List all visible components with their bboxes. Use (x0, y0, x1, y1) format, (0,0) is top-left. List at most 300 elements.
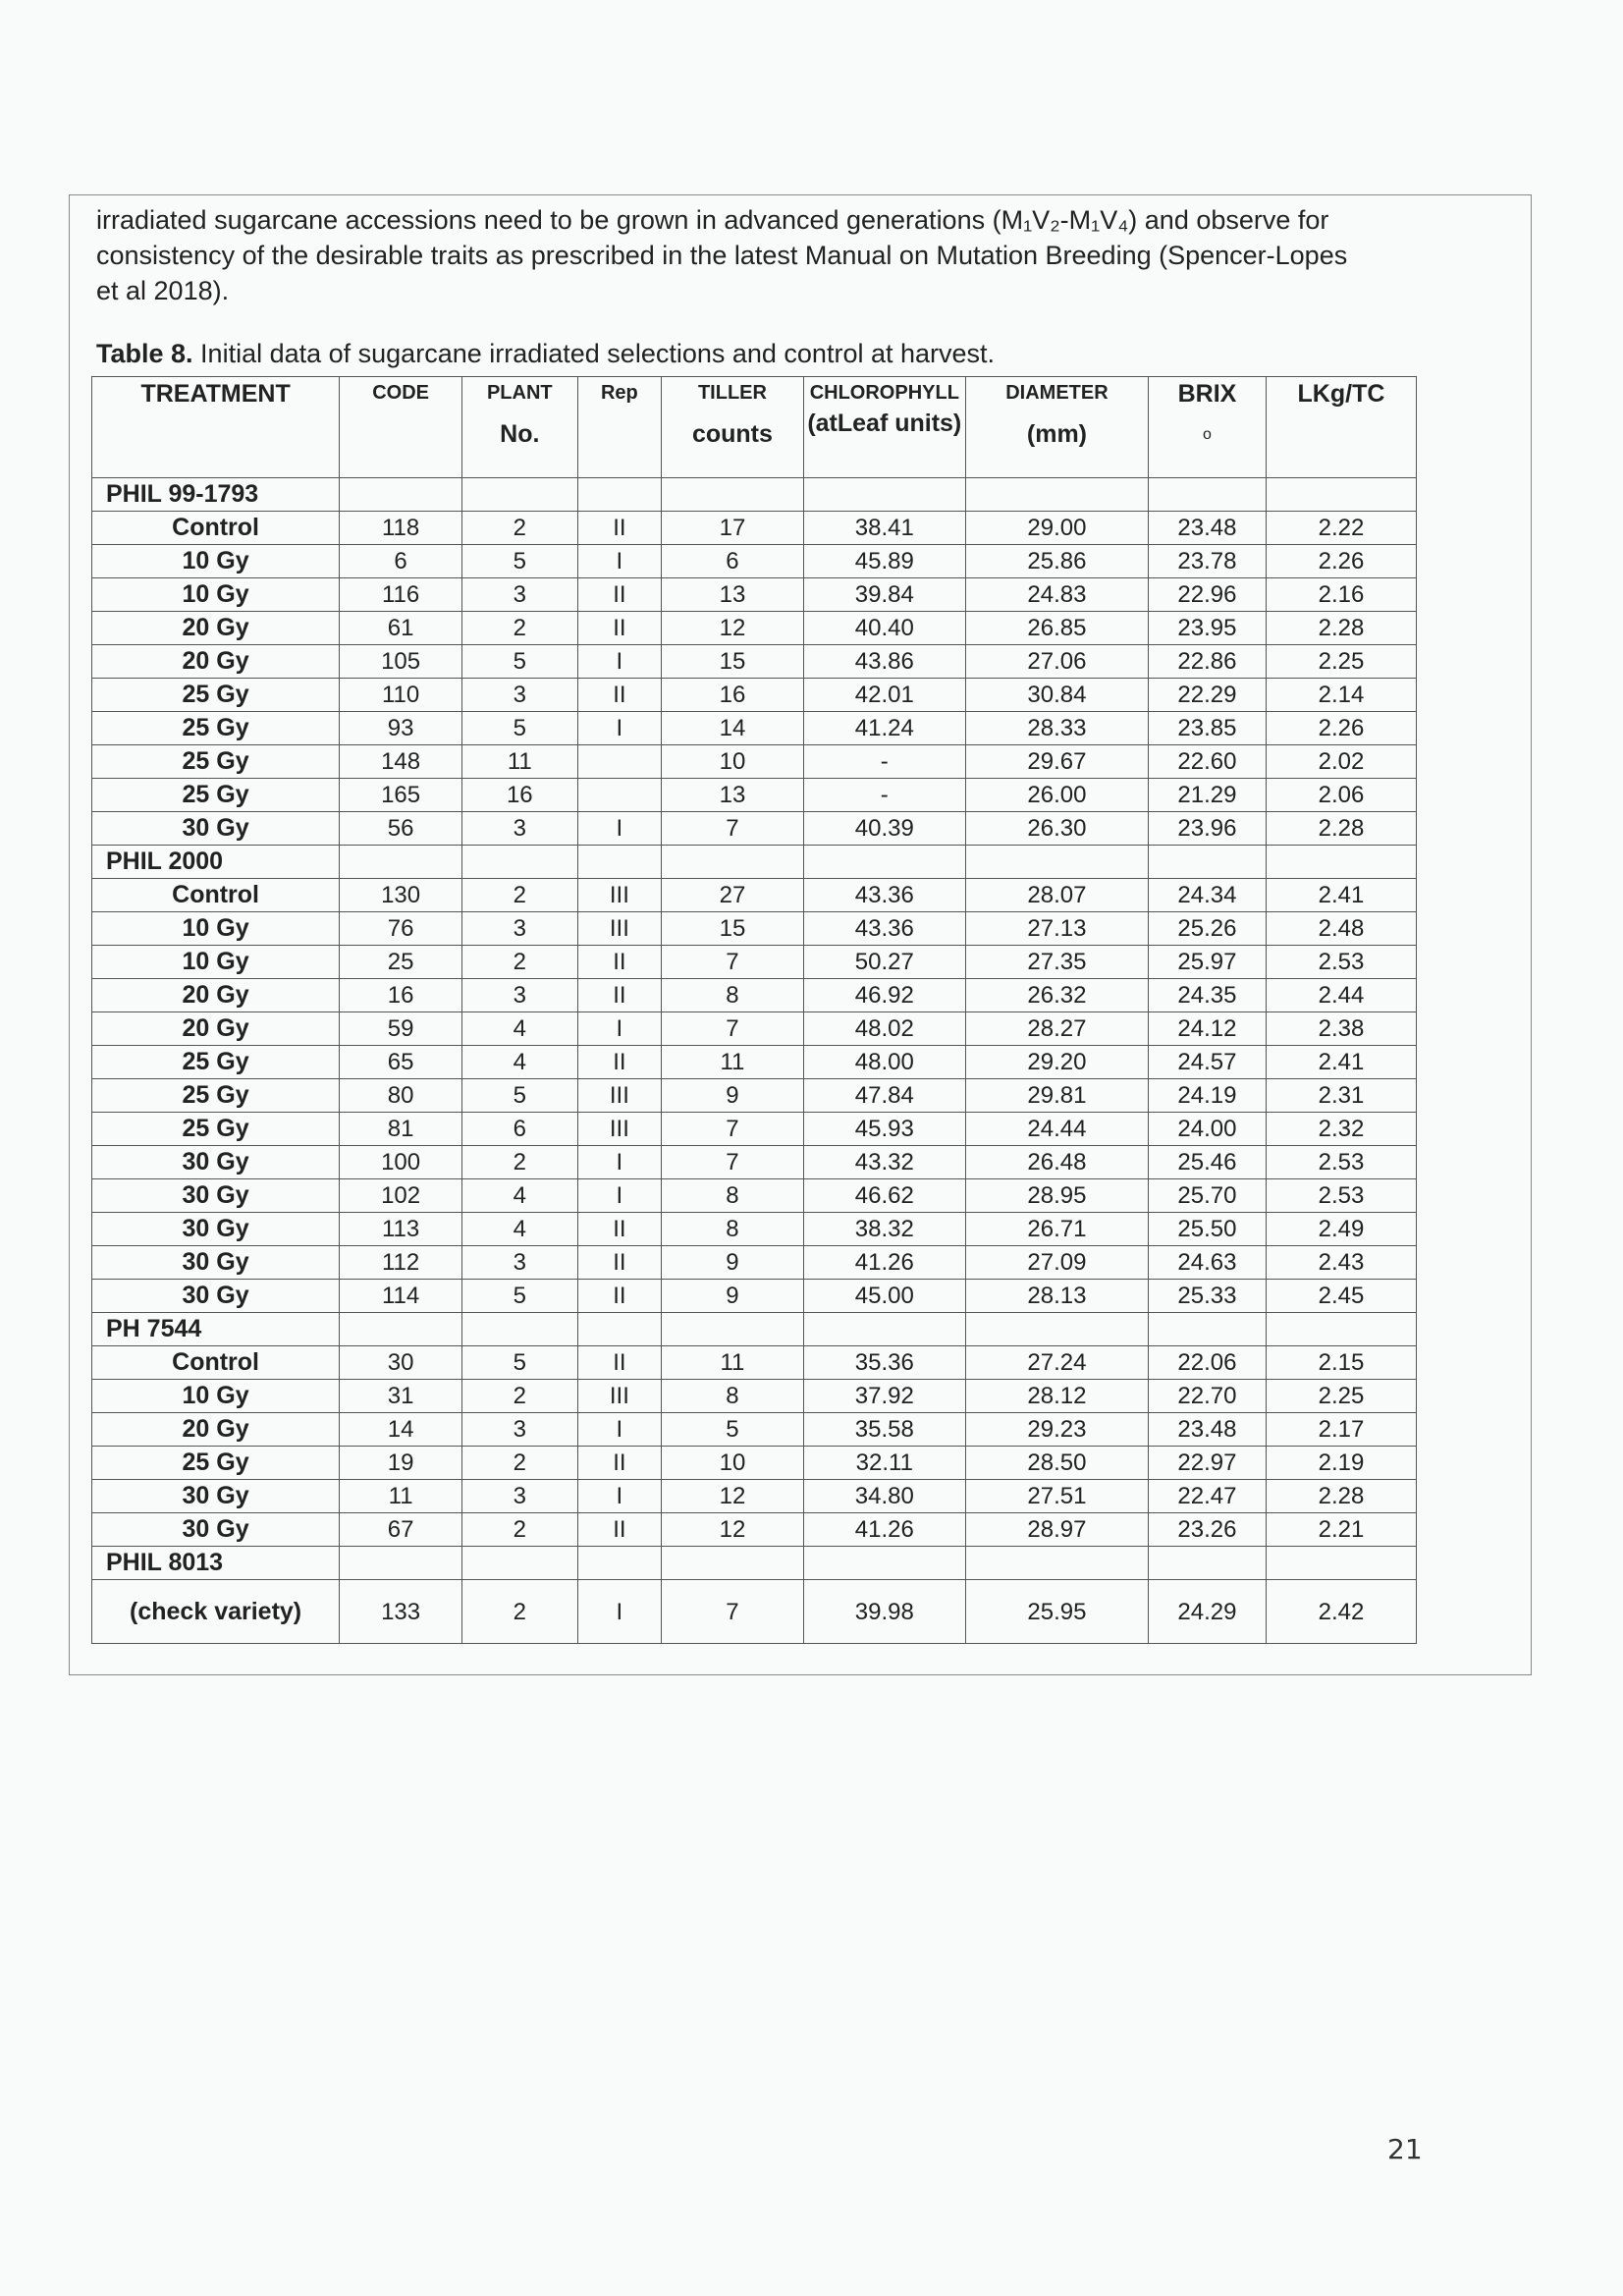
table-cell: 27.13 (965, 912, 1148, 946)
table-cell: 59 (340, 1012, 462, 1046)
table-cell: 10 (662, 1447, 803, 1480)
table-row (92, 1113, 1417, 1146)
table-cell: 24.35 (1148, 979, 1266, 1012)
group-name: PHIL 2000 (92, 846, 340, 879)
table-cell: 25.50 (1148, 1213, 1266, 1246)
table-cell: 22.06 (1148, 1346, 1266, 1380)
treatment-cell: 30 Gy (92, 812, 340, 846)
table-cell (1266, 846, 1416, 879)
table-cell: 37.92 (803, 1380, 965, 1413)
table-cell: 2.48 (1266, 912, 1416, 946)
table-cell: 2.28 (1266, 1480, 1416, 1513)
table-cell: 26.00 (965, 779, 1148, 812)
table-row (92, 946, 1417, 979)
page-number: 21 (1387, 2133, 1423, 2165)
table-row (92, 745, 1417, 779)
table-cell: 2.25 (1266, 1380, 1416, 1413)
table-cell: II (577, 1346, 662, 1380)
table-cell: 25.95 (965, 1580, 1148, 1644)
intro-line: irradiated sugarcane accessions need to be grown in advanced generations (M₁V₂-M₁V₄) and observe for (96, 205, 1329, 235)
table-row (92, 1380, 1417, 1413)
table-row (92, 979, 1417, 1012)
table-cell: 4 (462, 1012, 578, 1046)
treatment-cell: 30 Gy (92, 1146, 340, 1179)
table-row (92, 1213, 1417, 1246)
table-cell: 130 (340, 879, 462, 912)
table-cell: 2 (462, 1580, 578, 1644)
table-cell: 13 (662, 779, 803, 812)
table-cell: 28.12 (965, 1380, 1148, 1413)
table-cell: 2 (462, 512, 578, 545)
table-cell: 11 (462, 745, 578, 779)
table-cell: 3 (462, 1480, 578, 1513)
table-cell: 27.09 (965, 1246, 1148, 1280)
table-cell: 16 (340, 979, 462, 1012)
table-cell: 3 (462, 1413, 578, 1447)
table-cell: 2.14 (1266, 679, 1416, 712)
table-cell: 3 (462, 578, 578, 612)
table-cell: 22.70 (1148, 1380, 1266, 1413)
table-cell: II (577, 1246, 662, 1280)
table-cell (462, 1313, 578, 1346)
table-cell: 61 (340, 612, 462, 645)
table-cell: 35.58 (803, 1413, 965, 1447)
table-cell: 2.25 (1266, 645, 1416, 679)
table-cell: 2.28 (1266, 612, 1416, 645)
treatment-cell: 30 Gy (92, 1179, 340, 1213)
table-cell: 41.24 (803, 712, 965, 745)
table-cell: 76 (340, 912, 462, 946)
table-cell: 28.50 (965, 1447, 1148, 1480)
treatment-cell: 25 Gy (92, 779, 340, 812)
table-row (92, 1146, 1417, 1179)
header-brix: BRIX o (1148, 377, 1266, 478)
table-cell: 25.97 (1148, 946, 1266, 979)
table-cell: 24.19 (1148, 1079, 1266, 1113)
table-cell: 29.20 (965, 1046, 1148, 1079)
table-cell: 2.42 (1266, 1580, 1416, 1644)
group-name: PHIL 99-1793 (92, 478, 340, 512)
table-cell: 23.78 (1148, 545, 1266, 578)
table-cell: 24.44 (965, 1113, 1148, 1146)
table-cell (577, 478, 662, 512)
table-cell: 46.62 (803, 1179, 965, 1213)
table-cell: 6 (462, 1113, 578, 1146)
table-cell (577, 846, 662, 879)
table-cell: 28.97 (965, 1513, 1148, 1547)
table-row (92, 1580, 1417, 1644)
table-cell: 2 (462, 612, 578, 645)
table-cell: 35.36 (803, 1346, 965, 1380)
treatment-cell: 10 Gy (92, 578, 340, 612)
treatment-cell: Control (92, 512, 340, 545)
table-cell: 24.12 (1148, 1012, 1266, 1046)
table-row (92, 879, 1417, 912)
table-cell: 5 (462, 1346, 578, 1380)
table-row (92, 1480, 1417, 1513)
table-cell (1266, 1313, 1416, 1346)
treatment-cell: 30 Gy (92, 1280, 340, 1313)
table-cell: 10 (662, 745, 803, 779)
table-cell: II (577, 512, 662, 545)
table-cell: 8 (662, 979, 803, 1012)
table-cell: 14 (662, 712, 803, 745)
table-cell: 100 (340, 1146, 462, 1179)
table-cell: 42.01 (803, 679, 965, 712)
table-header-row (92, 377, 1417, 478)
table-cell: 8 (662, 1380, 803, 1413)
table-cell (803, 1547, 965, 1580)
table-cell: 29.23 (965, 1413, 1148, 1447)
table-cell: 24.63 (1148, 1246, 1266, 1280)
table-cell: 2 (462, 1146, 578, 1179)
table-cell: 28.33 (965, 712, 1148, 745)
table-cell: II (577, 1213, 662, 1246)
table-cell: 30.84 (965, 679, 1148, 712)
treatment-cell: 25 Gy (92, 1079, 340, 1113)
table-cell: 43.86 (803, 645, 965, 679)
table-cell: I (577, 545, 662, 578)
table-cell: 19 (340, 1447, 462, 1480)
table-cell: 2.15 (1266, 1346, 1416, 1380)
table-cell: 30 (340, 1346, 462, 1380)
header-rep: Rep (577, 377, 662, 478)
group-row (92, 846, 1417, 879)
table-row (92, 679, 1417, 712)
table-cell: 28.27 (965, 1012, 1148, 1046)
table-row (92, 578, 1417, 612)
group-row (92, 1313, 1417, 1346)
table-cell: II (577, 946, 662, 979)
table-cell: I (577, 1480, 662, 1513)
table-row (92, 612, 1417, 645)
table-cell: 2 (462, 1380, 578, 1413)
table-row (92, 1280, 1417, 1313)
table-cell: 56 (340, 812, 462, 846)
table-cell: 93 (340, 712, 462, 745)
table-cell: 110 (340, 679, 462, 712)
table-cell (340, 1547, 462, 1580)
table-cell: 23.85 (1148, 712, 1266, 745)
table-cell: 6 (340, 545, 462, 578)
table-cell: 27.51 (965, 1480, 1148, 1513)
table-cell (1266, 478, 1416, 512)
table-row (92, 1046, 1417, 1079)
table-cell: 65 (340, 1046, 462, 1079)
table-cell: 2 (462, 946, 578, 979)
table-cell: 2.49 (1266, 1213, 1416, 1246)
table-cell: I (577, 1179, 662, 1213)
table-cell: I (577, 1012, 662, 1046)
table-cell: 5 (462, 1280, 578, 1313)
table-cell: III (577, 912, 662, 946)
table-cell: 113 (340, 1213, 462, 1246)
table-row (92, 1513, 1417, 1547)
table-cell (462, 478, 578, 512)
table-cell: 28.95 (965, 1179, 1148, 1213)
treatment-cell: 20 Gy (92, 1413, 340, 1447)
table-cell: 3 (462, 979, 578, 1012)
table-cell: II (577, 1280, 662, 1313)
table-cell (577, 745, 662, 779)
table-cell: 12 (662, 1480, 803, 1513)
table-cell: 2.17 (1266, 1413, 1416, 1447)
table-cell (965, 846, 1148, 879)
table-cell: 22.60 (1148, 745, 1266, 779)
table-cell: 39.98 (803, 1580, 965, 1644)
table-cell: 2.22 (1266, 512, 1416, 545)
treatment-cell: (check variety) (92, 1580, 340, 1644)
table-cell (577, 779, 662, 812)
table-row (92, 812, 1417, 846)
table-cell: 48.00 (803, 1046, 965, 1079)
table-cell (965, 478, 1148, 512)
table-cell: 28.13 (965, 1280, 1148, 1313)
intro-line: et al 2018). (96, 276, 230, 305)
treatment-cell: 20 Gy (92, 645, 340, 679)
table-cell: 2.53 (1266, 1146, 1416, 1179)
table-cell: II (577, 1447, 662, 1480)
table-cell: 16 (662, 679, 803, 712)
table-cell: 26.85 (965, 612, 1148, 645)
table-cell: 22.97 (1148, 1447, 1266, 1480)
table-cell: 50.27 (803, 946, 965, 979)
intro-line: consistency of the desirable traits as prescribed in the latest Manual on Mutation Breeding (Spencer-Lopes (96, 241, 1348, 270)
treatment-cell: 20 Gy (92, 1012, 340, 1046)
table-cell: 24.57 (1148, 1046, 1266, 1079)
table-cell: 25.70 (1148, 1179, 1266, 1213)
table-row (92, 512, 1417, 545)
table-cell: 2.28 (1266, 812, 1416, 846)
treatment-cell: Control (92, 879, 340, 912)
table-cell: 29.67 (965, 745, 1148, 779)
table-cell: 4 (462, 1213, 578, 1246)
table-cell: 40.40 (803, 612, 965, 645)
header-plant: PLANT No. (462, 377, 578, 478)
table-cell: 9 (662, 1280, 803, 1313)
table-row (92, 1447, 1417, 1480)
table-row (92, 1346, 1417, 1380)
treatment-cell: 30 Gy (92, 1246, 340, 1280)
table-cell: - (803, 779, 965, 812)
table-cell: 2.44 (1266, 979, 1416, 1012)
table-cell: 13 (662, 578, 803, 612)
table-cell: 26.48 (965, 1146, 1148, 1179)
table-cell: 24.34 (1148, 879, 1266, 912)
table-cell: 27.24 (965, 1346, 1148, 1380)
table-cell: 23.95 (1148, 612, 1266, 645)
treatment-cell: 10 Gy (92, 946, 340, 979)
table-cell: 3 (462, 812, 578, 846)
table-row (92, 545, 1417, 578)
table-cell: 24.83 (965, 578, 1148, 612)
table-cell: 40.39 (803, 812, 965, 846)
table-cell: 16 (462, 779, 578, 812)
table-cell: 43.32 (803, 1146, 965, 1179)
treatment-cell: 25 Gy (92, 679, 340, 712)
table-cell (662, 846, 803, 879)
table-cell: 5 (462, 545, 578, 578)
table-caption (96, 339, 995, 368)
table-cell (340, 1313, 462, 1346)
table-cell: 2 (462, 1513, 578, 1547)
table-cell (803, 478, 965, 512)
header-chlorophyll: CHLOROPHYLL (atLeaf units) (803, 377, 965, 478)
table-cell (340, 846, 462, 879)
table-cell: 133 (340, 1580, 462, 1644)
table-cell: 5 (462, 1079, 578, 1113)
table-cell (1148, 1547, 1266, 1580)
table-cell: 9 (662, 1246, 803, 1280)
table-cell: 3 (462, 912, 578, 946)
treatment-cell: 20 Gy (92, 979, 340, 1012)
data-table (91, 376, 1417, 1644)
table-cell: 8 (662, 1179, 803, 1213)
table-cell: 67 (340, 1513, 462, 1547)
table-cell (803, 1313, 965, 1346)
table-cell: 23.48 (1148, 1413, 1266, 1447)
table-cell: 11 (340, 1480, 462, 1513)
table-cell: 2.02 (1266, 745, 1416, 779)
table-cell: 2.26 (1266, 545, 1416, 578)
table-cell: 118 (340, 512, 462, 545)
header-treatment: TREATMENT (92, 377, 340, 478)
table-cell: 9 (662, 1079, 803, 1113)
table-cell: 7 (662, 1146, 803, 1179)
table-cell (965, 1313, 1148, 1346)
table-cell: 24.00 (1148, 1113, 1266, 1146)
intro-paragraph (96, 202, 1530, 308)
table-cell: 2.41 (1266, 879, 1416, 912)
table-cell: 7 (662, 1580, 803, 1644)
table-cell: 2.16 (1266, 578, 1416, 612)
table-cell (803, 846, 965, 879)
table-caption-text: Initial data of sugarcane irradiated selections and control at harvest. (192, 339, 996, 368)
header-lkg: LKg/TC (1266, 377, 1416, 478)
table-cell (462, 846, 578, 879)
table-cell (577, 1313, 662, 1346)
table-caption-label: Table 8. (96, 339, 193, 368)
table-cell: 45.93 (803, 1113, 965, 1146)
table-cell: II (577, 679, 662, 712)
table-row (92, 1012, 1417, 1046)
table-cell: 116 (340, 578, 462, 612)
table-cell: III (577, 1079, 662, 1113)
treatment-cell: 30 Gy (92, 1213, 340, 1246)
table-cell: 3 (462, 679, 578, 712)
table-cell (965, 1547, 1148, 1580)
table-cell: 2.21 (1266, 1513, 1416, 1547)
table-cell: 2 (462, 1447, 578, 1480)
table-cell: 3 (462, 1246, 578, 1280)
table-cell: III (577, 1380, 662, 1413)
treatment-cell: 25 Gy (92, 712, 340, 745)
table-cell: II (577, 1513, 662, 1547)
table-row (92, 645, 1417, 679)
table-cell: 2.26 (1266, 712, 1416, 745)
treatment-cell: 25 Gy (92, 1046, 340, 1079)
group-row (92, 478, 1417, 512)
table-cell: 23.26 (1148, 1513, 1266, 1547)
table-row (92, 1413, 1417, 1447)
table-cell: 80 (340, 1079, 462, 1113)
table-cell: 28.07 (965, 879, 1148, 912)
table-cell: 26.32 (965, 979, 1148, 1012)
table-cell: 17 (662, 512, 803, 545)
table-cell: 2.45 (1266, 1280, 1416, 1313)
table-cell: 105 (340, 645, 462, 679)
table-cell: 45.00 (803, 1280, 965, 1313)
treatment-cell: 25 Gy (92, 745, 340, 779)
table-cell: 2.41 (1266, 1046, 1416, 1079)
table-cell (1148, 478, 1266, 512)
table-cell: 32.11 (803, 1447, 965, 1480)
table-cell: 25 (340, 946, 462, 979)
table-cell: 26.71 (965, 1213, 1148, 1246)
header-code: CODE (340, 377, 462, 478)
table-cell: 11 (662, 1346, 803, 1380)
table-cell: 148 (340, 745, 462, 779)
table-cell: II (577, 979, 662, 1012)
table-row (92, 712, 1417, 745)
table-cell: 8 (662, 1213, 803, 1246)
table-cell: 2.38 (1266, 1012, 1416, 1046)
treatment-cell: 20 Gy (92, 612, 340, 645)
table-body (92, 478, 1417, 1644)
table-cell: 21.29 (1148, 779, 1266, 812)
table-cell: 6 (662, 545, 803, 578)
group-name: PH 7544 (92, 1313, 340, 1346)
table-cell: 102 (340, 1179, 462, 1213)
table-cell: 43.36 (803, 879, 965, 912)
table-cell: II (577, 1046, 662, 1079)
treatment-cell: 10 Gy (92, 912, 340, 946)
group-name: PHIL 8013 (92, 1547, 340, 1580)
table-cell: 12 (662, 1513, 803, 1547)
treatment-cell: 30 Gy (92, 1480, 340, 1513)
table-cell: 23.96 (1148, 812, 1266, 846)
table-cell: II (577, 578, 662, 612)
table-cell: 2.32 (1266, 1113, 1416, 1146)
table-cell: 5 (462, 645, 578, 679)
table-cell: 45.89 (803, 545, 965, 578)
table-cell: 29.00 (965, 512, 1148, 545)
table-cell: 7 (662, 812, 803, 846)
table-cell: 34.80 (803, 1480, 965, 1513)
table-cell: 27.35 (965, 946, 1148, 979)
table-cell: 29.81 (965, 1079, 1148, 1113)
table-cell: 22.86 (1148, 645, 1266, 679)
treatment-cell: 25 Gy (92, 1113, 340, 1146)
table-cell (662, 478, 803, 512)
table-cell: 22.47 (1148, 1480, 1266, 1513)
table-cell: II (577, 612, 662, 645)
table-cell: 27 (662, 879, 803, 912)
table-cell (462, 1547, 578, 1580)
table-cell: 38.32 (803, 1213, 965, 1246)
table-cell: 43.36 (803, 912, 965, 946)
table-cell: 22.96 (1148, 578, 1266, 612)
header-tiller: TILLER counts (662, 377, 803, 478)
table-cell: 4 (462, 1179, 578, 1213)
table-row (92, 1179, 1417, 1213)
table-row (92, 1079, 1417, 1113)
table-cell: III (577, 1113, 662, 1146)
table-cell: 24.29 (1148, 1580, 1266, 1644)
table-row (92, 1246, 1417, 1280)
table-cell: I (577, 1146, 662, 1179)
treatment-cell: 30 Gy (92, 1513, 340, 1547)
